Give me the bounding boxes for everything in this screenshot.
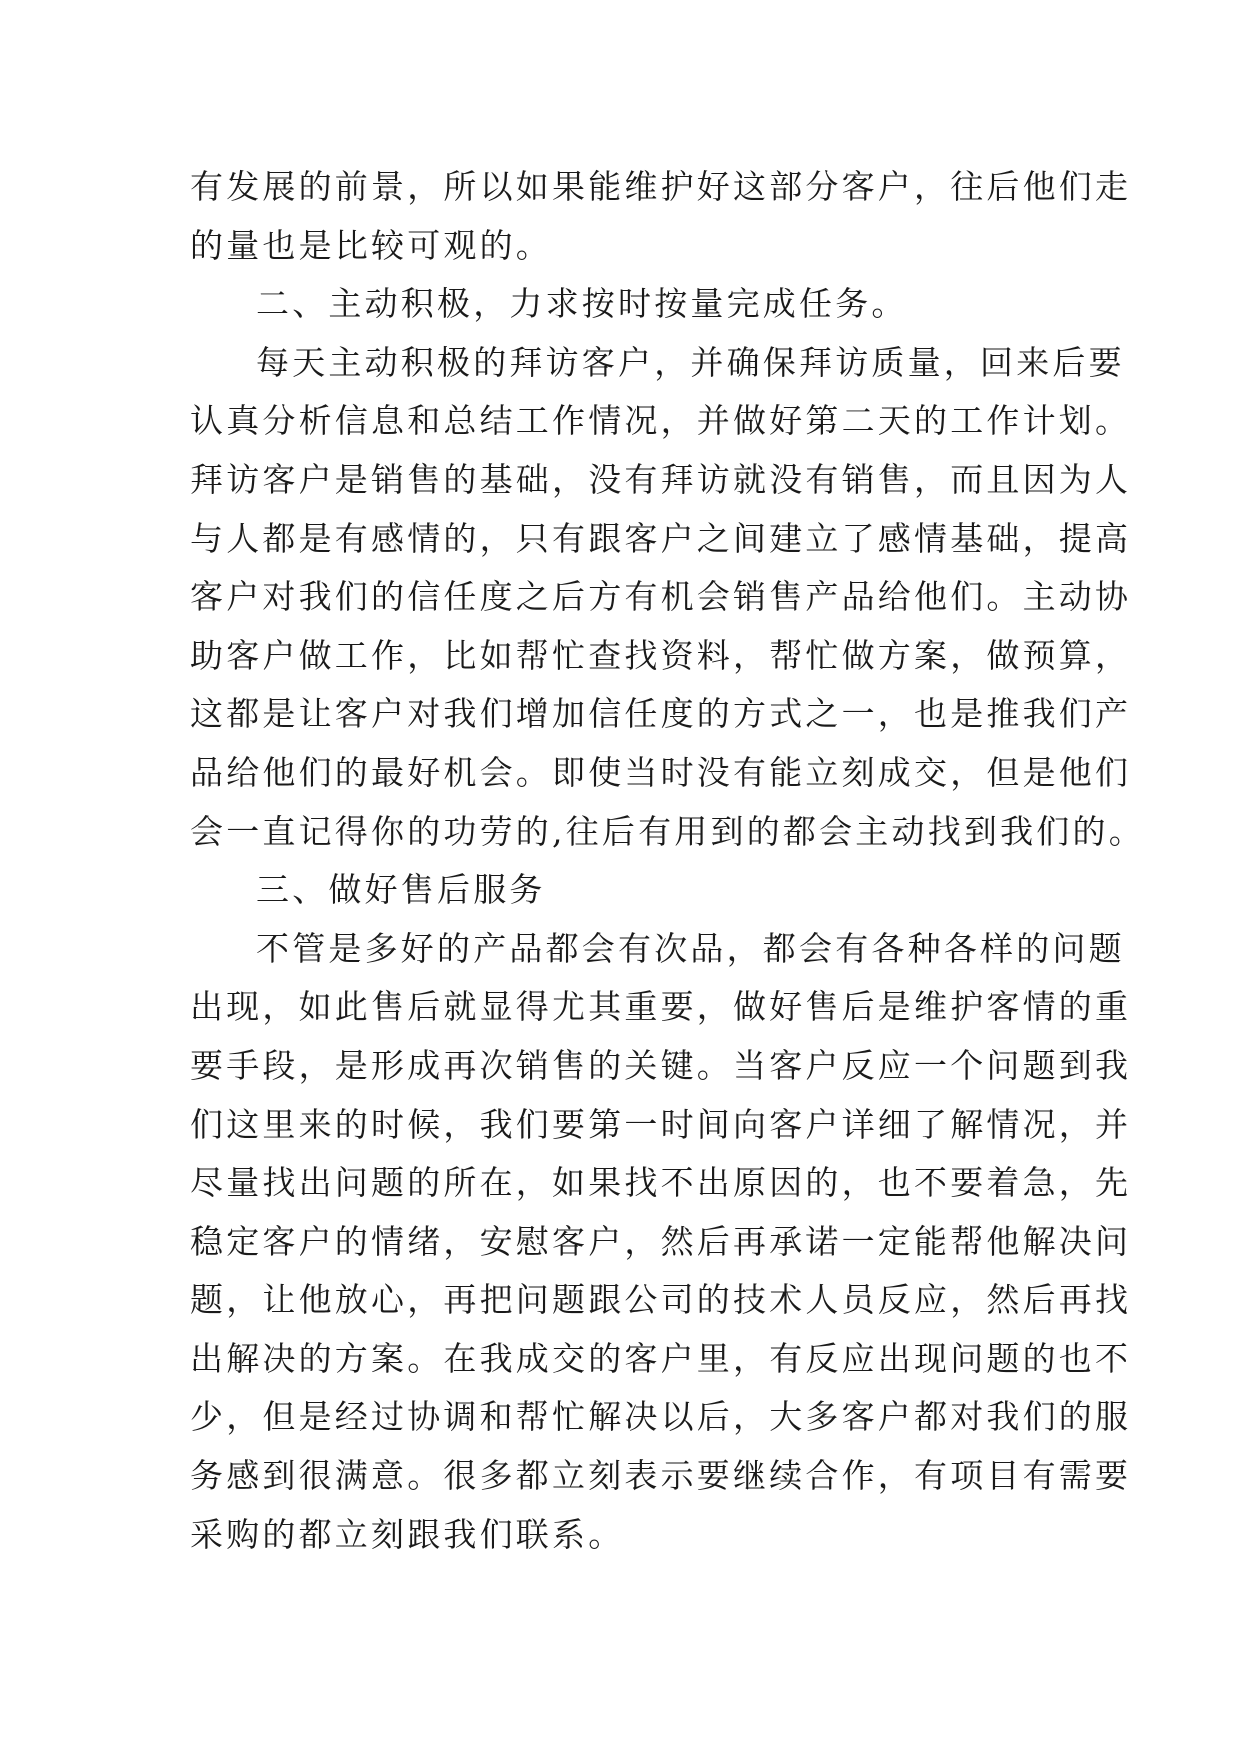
paragraph-first-line: 每天主动积极的拜访客户，并确保拜访质量，回来后要 [256,342,1125,382]
text-line: 尽量找出问题的所在，如果找不出原因的，也不要着急，先 [190,1163,1132,1203]
paragraph-first-line: 二、主动积极，力求按时按量完成任务。 [256,284,908,324]
text-line: 出解决的方案。在我成交的客户里，有反应出现问题的也不 [190,1338,1132,1378]
paragraph-first-line: 不管是多好的产品都会有次品，都会有各种各样的问题 [256,928,1125,968]
text-line: 拜访客户是销售的基础，没有拜访就没有销售，而且因为人 [190,459,1132,499]
text-line: 们这里来的时候，我们要第一时间向客户详细了解情况，并 [190,1104,1132,1144]
text-line: 助客户做工作，比如帮忙查找资料，帮忙做方案，做预算， [190,635,1132,675]
text-line: 的量也是比较可观的。 [190,225,552,265]
text-line: 认真分析信息和总结工作情况，并做好第二天的工作计划。 [190,401,1132,441]
text-line: 少，但是经过协调和帮忙解决以后，大多客户都对我们的服 [190,1397,1132,1437]
text-line: 题，让他放心，再把问题跟公司的技术人员反应，然后再找 [190,1280,1132,1320]
paragraph-first-line: 三、做好售后服务 [256,870,546,910]
text-line: 要手段，是形成再次销售的关键。当客户反应一个问题到我 [190,1045,1132,1085]
text-line: 务感到很满意。很多都立刻表示要继续合作，有项目有需要 [190,1456,1132,1496]
text-line: 这都是让客户对我们增加信任度的方式之一，也是推我们产 [190,694,1132,734]
text-line: 采购的都立刻跟我们联系。 [190,1514,625,1554]
text-line: 客户对我们的信任度之后方有机会销售产品给他们。主动协 [190,577,1132,617]
text-line: 与人都是有感情的，只有跟客户之间建立了感情基础，提高 [190,518,1132,558]
text-line: 有发展的前景，所以如果能维护好这部分客户，往后他们走 [190,167,1132,206]
document-body [190,158,1145,1564]
text-line: 品给他们的最好机会。即使当时没有能立刻成交，但是他们 [190,752,1132,792]
text-line: 稳定客户的情绪，安慰客户，然后再承诺一定能帮他解决问 [190,1221,1132,1261]
text-line: 出现，如此售后就显得尤其重要，做好售后是维护客情的重 [190,987,1132,1027]
text-line: 会一直记得你的功劳的,往后有用到的都会主动找到我们的。 [190,811,1145,851]
